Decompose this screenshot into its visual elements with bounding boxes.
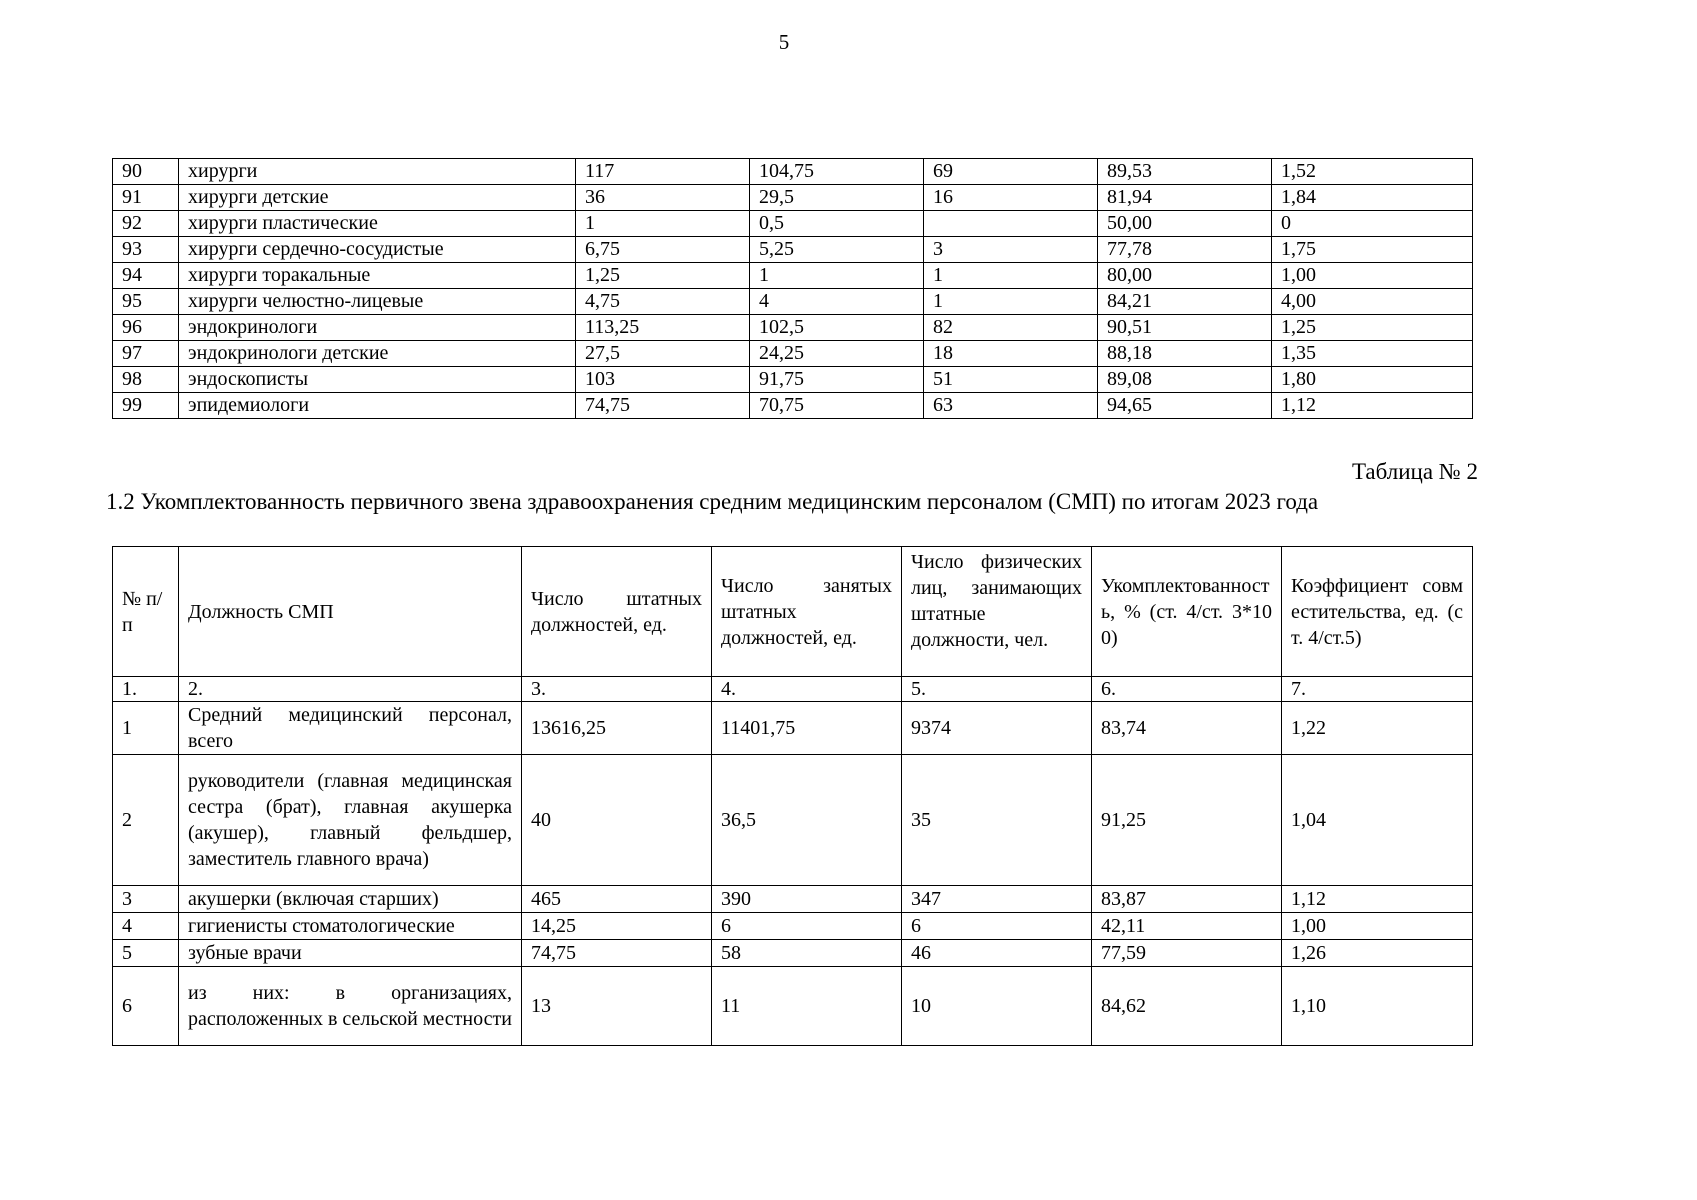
position-name: хирурги детские [179, 185, 576, 211]
column-number-row [113, 677, 1473, 702]
staff-positions: 4,75 [576, 289, 750, 315]
combination-ratio: 1,10 [1282, 967, 1473, 1046]
physical-persons: 35 [902, 755, 1092, 886]
staffing-level: 94,65 [1098, 393, 1272, 419]
position-name: эндокринологи [179, 315, 576, 341]
row-number: 99 [113, 393, 179, 419]
combination-ratio: 1,04 [1282, 755, 1473, 886]
combination-ratio: 1,22 [1282, 702, 1473, 755]
position-name: Средний медицинский персонал, всего [179, 702, 522, 755]
row-number: 5 [113, 940, 179, 967]
combination-ratio: 4,00 [1272, 289, 1473, 315]
staff-positions: 6,75 [576, 237, 750, 263]
staff-positions: 117 [576, 159, 750, 185]
table-row [113, 211, 1473, 237]
table-row [113, 755, 1473, 886]
staffing-level: 81,94 [1098, 185, 1272, 211]
staffing-level: 80,00 [1098, 263, 1272, 289]
combination-ratio: 1,84 [1272, 185, 1473, 211]
occupied-positions: 102,5 [750, 315, 924, 341]
combination-ratio: 1,00 [1272, 263, 1473, 289]
staffing-level: 77,78 [1098, 237, 1272, 263]
page-number: 5 [778, 30, 790, 54]
staffing-level: 90,51 [1098, 315, 1272, 341]
staffing-level: 91,25 [1092, 755, 1282, 886]
column-number: 3. [522, 677, 712, 702]
combination-ratio: 1,26 [1282, 940, 1473, 967]
occupied-positions: 4 [750, 289, 924, 315]
row-number: 90 [113, 159, 179, 185]
staff-positions: 1 [576, 211, 750, 237]
staffing-level: 77,59 [1092, 940, 1282, 967]
occupied-positions: 70,75 [750, 393, 924, 419]
header-position: Должность СМП [179, 547, 522, 677]
column-number: 1. [113, 677, 179, 702]
position-name: эпидемиологи [179, 393, 576, 419]
occupied-positions: 91,75 [750, 367, 924, 393]
occupied-positions: 11 [712, 967, 902, 1046]
position-name: гигиенисты стоматологические [179, 913, 522, 940]
position-name: хирурги пластические [179, 211, 576, 237]
physical-persons [924, 211, 1098, 237]
staff-positions: 74,75 [522, 940, 712, 967]
header-occupied-positions: Число занятых штатных должностей, ед. [712, 547, 902, 677]
table-row [113, 940, 1473, 967]
physical-persons: 3 [924, 237, 1098, 263]
row-number: 97 [113, 341, 179, 367]
column-number: 6. [1092, 677, 1282, 702]
combination-ratio: 1,35 [1272, 341, 1473, 367]
combination-ratio: 1,25 [1272, 315, 1473, 341]
header-physical-persons: Число физических лиц, занимающих штатные должности, чел. [902, 547, 1092, 677]
occupied-positions: 1 [750, 263, 924, 289]
position-name: эндоскописты [179, 367, 576, 393]
table-label: Таблица № 2 [1351, 459, 1478, 484]
table-row [113, 315, 1473, 341]
physical-persons: 9374 [902, 702, 1092, 755]
row-number: 94 [113, 263, 179, 289]
physical-persons: 69 [924, 159, 1098, 185]
column-number: 2. [179, 677, 522, 702]
table-row [113, 367, 1473, 393]
combination-ratio: 1,00 [1282, 913, 1473, 940]
physical-persons: 16 [924, 185, 1098, 211]
staff-positions: 465 [522, 886, 712, 913]
row-number: 92 [113, 211, 179, 237]
table-row [113, 913, 1473, 940]
position-name: хирурги сердечно-сосудистые [179, 237, 576, 263]
row-number: 4 [113, 913, 179, 940]
physical-persons: 82 [924, 315, 1098, 341]
position-name: зубные врачи [179, 940, 522, 967]
staff-positions: 1,25 [576, 263, 750, 289]
staff-positions: 36 [576, 185, 750, 211]
row-number: 93 [113, 237, 179, 263]
table-row [113, 263, 1473, 289]
physical-persons: 6 [902, 913, 1092, 940]
physical-persons: 63 [924, 393, 1098, 419]
staffing-level: 84,62 [1092, 967, 1282, 1046]
occupied-positions: 390 [712, 886, 902, 913]
table-row [113, 967, 1473, 1046]
occupied-positions: 24,25 [750, 341, 924, 367]
staffing-level: 89,08 [1098, 367, 1272, 393]
table-row [113, 159, 1473, 185]
table-row [113, 393, 1473, 419]
combination-ratio: 1,12 [1272, 393, 1473, 419]
staffing-level: 89,53 [1098, 159, 1272, 185]
occupied-positions: 104,75 [750, 159, 924, 185]
column-number: 4. [712, 677, 902, 702]
physical-persons: 18 [924, 341, 1098, 367]
occupied-positions: 5,25 [750, 237, 924, 263]
combination-ratio: 1,75 [1272, 237, 1473, 263]
staffing-level: 83,87 [1092, 886, 1282, 913]
position-name: хирурги [179, 159, 576, 185]
occupied-positions: 11401,75 [712, 702, 902, 755]
staff-positions: 74,75 [576, 393, 750, 419]
header-combination-ratio: Коэффициент совместительства, ед. (ст. 4/ст.5) [1282, 547, 1473, 677]
occupied-positions: 58 [712, 940, 902, 967]
position-name: хирурги челюстно-лицевые [179, 289, 576, 315]
combination-ratio: 1,80 [1272, 367, 1473, 393]
nursing-staff-table [112, 546, 1473, 1046]
staff-positions: 27,5 [576, 341, 750, 367]
row-number: 1 [113, 702, 179, 755]
position-name: эндокринологи детские [179, 341, 576, 367]
occupied-positions: 36,5 [712, 755, 902, 886]
staffing-level: 42,11 [1092, 913, 1282, 940]
staffing-level: 83,74 [1092, 702, 1282, 755]
physical-persons: 10 [902, 967, 1092, 1046]
position-name: руководители (главная медицинская сестра (брат), главная акушерка (акушер), главный фельдшер, заместитель главного врача) [179, 755, 522, 886]
staff-positions: 14,25 [522, 913, 712, 940]
position-name: хирурги торакальные [179, 263, 576, 289]
table-header-row [113, 547, 1473, 677]
row-number: 2 [113, 755, 179, 886]
table-row [113, 702, 1473, 755]
staff-positions: 113,25 [576, 315, 750, 341]
row-number: 96 [113, 315, 179, 341]
occupied-positions: 29,5 [750, 185, 924, 211]
row-number: 95 [113, 289, 179, 315]
header-staff-positions: Число штатных должностей, ед. [522, 547, 712, 677]
column-number: 7. [1282, 677, 1473, 702]
staff-positions: 40 [522, 755, 712, 886]
table-row [113, 341, 1473, 367]
staff-positions: 13 [522, 967, 712, 1046]
row-number: 6 [113, 967, 179, 1046]
physical-persons: 46 [902, 940, 1092, 967]
staff-positions: 103 [576, 367, 750, 393]
combination-ratio: 1,52 [1272, 159, 1473, 185]
row-number: 3 [113, 886, 179, 913]
occupied-positions: 0,5 [750, 211, 924, 237]
table-row [113, 289, 1473, 315]
position-name: акушерки (включая старших) [179, 886, 522, 913]
physical-persons: 51 [924, 367, 1098, 393]
table-row [113, 185, 1473, 211]
physical-persons: 347 [902, 886, 1092, 913]
staffing-table-continuation [112, 158, 1473, 419]
physical-persons: 1 [924, 289, 1098, 315]
staff-positions: 13616,25 [522, 702, 712, 755]
physical-persons: 1 [924, 263, 1098, 289]
table-row [113, 886, 1473, 913]
combination-ratio: 1,12 [1282, 886, 1473, 913]
position-name: из них: в организациях, расположенных в сельской местности [179, 967, 522, 1046]
header-number: № п/п [113, 547, 179, 677]
header-staffing-level: Укомплектованность, % (ст. 4/ст. 3*100) [1092, 547, 1282, 677]
occupied-positions: 6 [712, 913, 902, 940]
column-number: 5. [902, 677, 1092, 702]
row-number: 91 [113, 185, 179, 211]
staffing-level: 50,00 [1098, 211, 1272, 237]
table-row [113, 237, 1473, 263]
table-title: 1.2 Укомплектованность первичного звена здравоохранения средним медицинским персоналом (СМП) по итогам 2023 года [106, 489, 1319, 514]
combination-ratio: 0 [1272, 211, 1473, 237]
staffing-level: 88,18 [1098, 341, 1272, 367]
staffing-level: 84,21 [1098, 289, 1272, 315]
row-number: 98 [113, 367, 179, 393]
